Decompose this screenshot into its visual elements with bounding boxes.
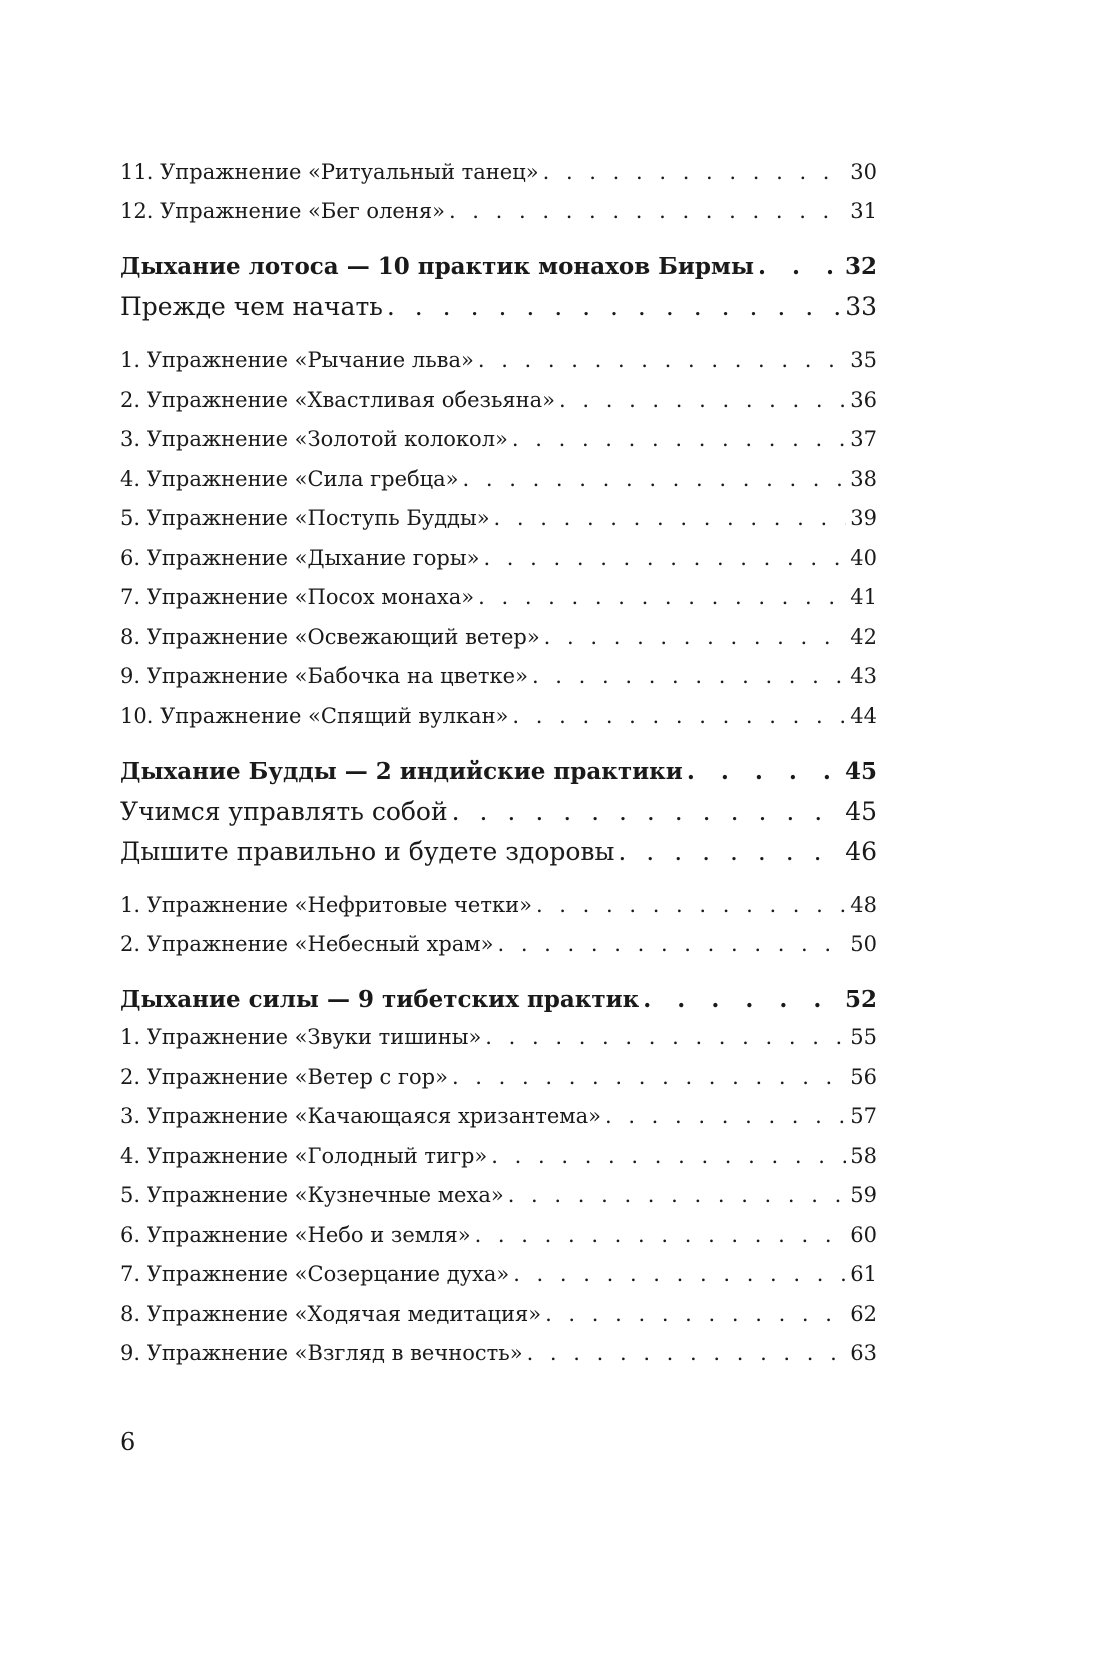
dot-leader (512, 427, 846, 451)
toc-entry (120, 160, 877, 184)
toc-entry-title: Дыхание Будды — 2 индийские практики (120, 758, 683, 785)
toc-entry (120, 1183, 877, 1207)
toc-entry-page-number: 48 (850, 893, 877, 917)
toc-entry-page-number: 55 (850, 1025, 877, 1049)
toc-entry-page-number: 62 (850, 1302, 877, 1326)
toc-entry (120, 1065, 877, 1089)
toc-entry-page-number: 52 (844, 986, 877, 1013)
toc-entry-title: 1. Упражнение «Нефритовые четки» (120, 893, 532, 917)
dot-leader (543, 160, 847, 184)
toc-entry-title: 2. Упражнение «Небесный храм» (120, 932, 494, 956)
dot-leader (494, 506, 847, 530)
toc-entry-page-number: 38 (850, 467, 877, 491)
dot-leader (387, 292, 841, 321)
dot-leader (513, 1262, 846, 1286)
toc-entry-page-number: 36 (850, 388, 877, 412)
toc-entry-title: 5. Упражнение «Кузнечные меха» (120, 1183, 504, 1207)
dot-leader (452, 1065, 846, 1089)
dot-leader (536, 893, 846, 917)
toc-entry (120, 1262, 877, 1286)
toc-entry-page-number: 58 (850, 1144, 877, 1168)
dot-leader (449, 199, 846, 223)
toc-entry-page-number: 32 (844, 253, 877, 280)
dot-leader (559, 388, 846, 412)
toc-entry-title: 8. Упражнение «Освежающий ветер» (120, 625, 540, 649)
toc-entry-title: 9. Упражнение «Бабочка на цветке» (120, 664, 528, 688)
dot-leader (463, 467, 847, 491)
toc-entry (120, 664, 877, 688)
dot-leader (544, 625, 847, 649)
toc-entry (120, 585, 877, 609)
toc-entry (120, 348, 877, 372)
dot-leader (478, 348, 846, 372)
dot-leader (485, 1025, 846, 1049)
toc-entry-title: 3. Упражнение «Качающаяся хризантема» (120, 1104, 601, 1128)
toc-entry-page-number: 57 (850, 1104, 877, 1128)
toc-entry (120, 506, 877, 530)
toc-entry-title: 8. Упражнение «Ходячая медитация» (120, 1302, 542, 1326)
toc-entry (120, 1223, 877, 1247)
toc-entry-page-number: 42 (850, 625, 877, 649)
dot-leader (605, 1104, 846, 1128)
dot-leader (687, 758, 841, 785)
toc-entry-title: Прежде чем начать (120, 292, 383, 321)
toc-entry-page-number: 40 (850, 546, 877, 570)
toc-entry-title: 11. Упражнение «Ритуальный танец» (120, 160, 539, 184)
toc-entry-title: Учимся управлять собой (120, 797, 448, 826)
toc-entry (120, 1341, 877, 1365)
toc-entry (120, 427, 877, 451)
toc-entry-page-number: 63 (850, 1341, 877, 1365)
toc-subheading (120, 837, 877, 866)
dot-leader (527, 1341, 847, 1365)
toc-entry-page-number: 45 (844, 758, 877, 785)
toc-entry-title: 6. Упражнение «Небо и земля» (120, 1223, 471, 1247)
toc-entry-title: 12. Упражнение «Бег оленя» (120, 199, 445, 223)
dot-leader (491, 1144, 846, 1168)
toc-entry (120, 1144, 877, 1168)
toc-entry-page-number: 46 (845, 837, 877, 866)
dot-leader (532, 664, 846, 688)
toc-section-heading (120, 986, 877, 1013)
toc-entry-page-number: 37 (850, 427, 877, 451)
toc-entry-title: 4. Упражнение «Голодный тигр» (120, 1144, 488, 1168)
toc-entry (120, 625, 877, 649)
dot-leader (475, 1223, 847, 1247)
toc-entry-title: Дыхание силы — 9 тибетских практик (120, 986, 640, 1013)
toc-entry-title: 4. Упражнение «Сила гребца» (120, 467, 459, 491)
dot-leader (545, 1302, 846, 1326)
toc-entry (120, 893, 877, 917)
toc-entry-page-number: 31 (850, 199, 877, 223)
page-number: 6 (120, 1428, 136, 1456)
toc-subheading (120, 797, 877, 826)
dot-leader (478, 585, 846, 609)
toc-entry-title: Дышите правильно и будете здоровы (120, 837, 615, 866)
dot-leader (483, 546, 846, 570)
toc-entry-title: 6. Упражнение «Дыхание горы» (120, 546, 480, 570)
toc-section-heading (120, 253, 877, 280)
dot-leader (758, 253, 841, 280)
toc-entry (120, 546, 877, 570)
toc-entry (120, 1104, 877, 1128)
toc-entry (120, 467, 877, 491)
toc-entry (120, 1025, 877, 1049)
toc-entry-page-number: 56 (850, 1065, 877, 1089)
dot-leader (452, 797, 842, 826)
toc-entry-page-number: 50 (850, 932, 877, 956)
toc-entry-page-number: 35 (850, 348, 877, 372)
dot-leader (508, 1183, 847, 1207)
toc-entry-title: 1. Упражнение «Рычание льва» (120, 348, 474, 372)
toc-entry (120, 1302, 877, 1326)
toc-entry-page-number: 30 (850, 160, 877, 184)
toc-entry-page-number: 41 (850, 585, 877, 609)
dot-leader (512, 704, 846, 728)
toc-entry (120, 704, 877, 728)
toc-subheading (120, 292, 877, 321)
toc-entry-title: 3. Упражнение «Золотой колокол» (120, 427, 508, 451)
dot-leader (618, 837, 841, 866)
toc-section-heading (120, 758, 877, 785)
toc-entry-title: 1. Упражнение «Звуки тишины» (120, 1025, 482, 1049)
toc-entry-page-number: 59 (850, 1183, 877, 1207)
toc-entry-page-number: 39 (850, 506, 877, 530)
toc-entry (120, 388, 877, 412)
toc-entry-title: 2. Упражнение «Хвастливая обезьяна» (120, 388, 556, 412)
toc-entry (120, 199, 877, 223)
toc-entry-page-number: 44 (850, 704, 877, 728)
toc-entry-page-number: 33 (845, 292, 877, 321)
toc-entry-page-number: 43 (850, 664, 877, 688)
toc-entry-title: 5. Упражнение «Поступь Будды» (120, 506, 490, 530)
toc-entry-page-number: 45 (845, 797, 877, 826)
toc-entry-page-number: 61 (850, 1262, 877, 1286)
toc-entry-title: 7. Упражнение «Созерцание духа» (120, 1262, 510, 1286)
toc-entry-title: 2. Упражнение «Ветер с гор» (120, 1065, 448, 1089)
toc-entry-page-number: 60 (850, 1223, 877, 1247)
toc-entry-title: Дыхание лотоса — 10 практик монахов Бирмы (120, 253, 755, 280)
toc-entry-title: 10. Упражнение «Спящий вулкан» (120, 704, 509, 728)
toc-entry-title: 7. Упражнение «Посох монаха» (120, 585, 475, 609)
dot-leader (643, 986, 841, 1013)
dot-leader (497, 932, 846, 956)
toc-entry (120, 932, 877, 956)
toc-entry-title: 9. Упражнение «Взгляд в вечность» (120, 1341, 523, 1365)
